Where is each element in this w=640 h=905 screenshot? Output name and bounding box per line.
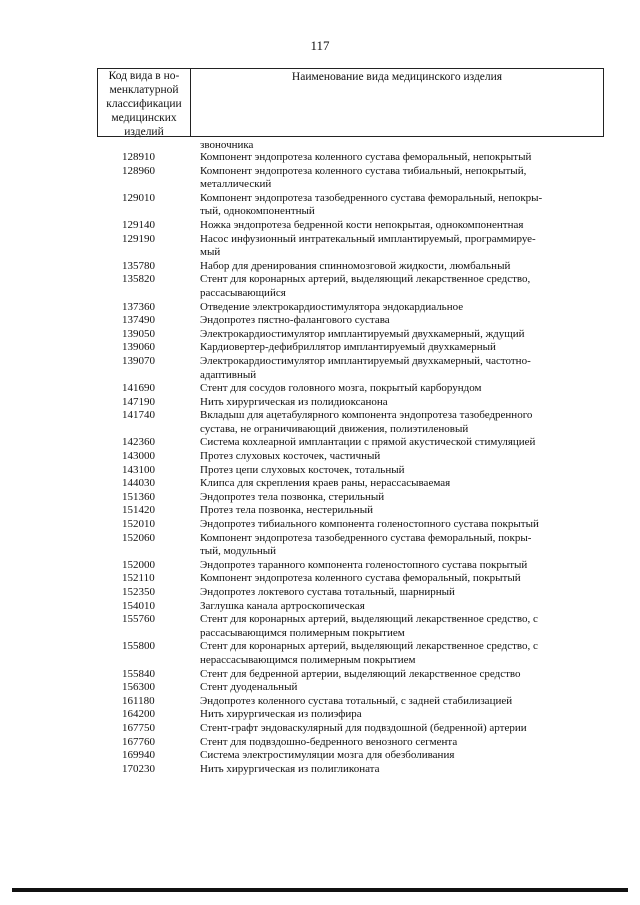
- row-description: Нить хирургическая из полиэфира: [200, 708, 362, 721]
- row-code: 141740: [122, 409, 155, 422]
- row-code: 164200: [122, 708, 155, 721]
- row-description: Стент для коронарных артерий, выделяющий лекарственное средство, с нерассасывающимся полимерным покрытием: [200, 640, 538, 666]
- row-code: 129190: [122, 232, 155, 245]
- table-row: [0, 668, 640, 682]
- table-row: [0, 409, 640, 436]
- table-row: [0, 382, 640, 396]
- table-row: [0, 260, 640, 274]
- row-code: 151420: [122, 504, 155, 517]
- row-description: Компонент эндопротеза коленного сустава феморальный, покрытый: [200, 572, 521, 585]
- row-code: 129010: [122, 191, 155, 204]
- table-row: [0, 518, 640, 532]
- row-code: 147190: [122, 395, 155, 408]
- table-row: [0, 273, 640, 300]
- table-row: [0, 314, 640, 328]
- row-code: 169940: [122, 749, 155, 762]
- page-number: 117: [310, 38, 330, 53]
- row-description: Клипса для скрепления краев раны, нерассасываемая: [200, 477, 451, 490]
- row-description: Ножка эндопротеза бедренной кости непокрытая, однокомпонентная: [200, 218, 524, 231]
- row-code: 139060: [122, 341, 155, 354]
- row-description: Набор для дренирования спинномозговой жидкости, люмбальный: [200, 259, 511, 272]
- row-code: 139070: [122, 354, 155, 367]
- row-description: Стент для бедренной артерии, выделяющий лекарственное средство: [200, 667, 521, 680]
- row-description: Эндопротез локтевого сустава тотальный, шарнирный: [200, 586, 455, 598]
- row-description: Кардиовертер-дефибриллятор имплантируемый двухкамерный: [200, 341, 496, 354]
- row-code: 155800: [122, 640, 155, 653]
- rows-container: [0, 151, 640, 776]
- table-row: [0, 355, 640, 382]
- table-row: [0, 396, 640, 410]
- row-description: Эндопротез тела позвонка, стерильный: [200, 490, 385, 503]
- continuation-text: звоночника: [200, 139, 254, 151]
- table-row: [0, 763, 640, 777]
- row-code: 167750: [122, 721, 155, 734]
- table-row: [0, 233, 640, 260]
- row-code: 170230: [122, 762, 155, 775]
- row-description: Протез слуховых косточек, частичный: [200, 450, 381, 463]
- row-code: 152060: [122, 531, 155, 544]
- row-code: 144030: [122, 477, 155, 490]
- row-code: 152000: [122, 558, 155, 571]
- row-description: Эндопротез таранного компонента голеностопного сустава покрытый: [200, 558, 528, 571]
- row-description: Нить хирургическая из полигликоната: [200, 762, 380, 775]
- row-description: Эндопротез пястно-фалангового сустава: [200, 314, 390, 327]
- table-row: [0, 695, 640, 709]
- bottom-rule: [12, 888, 628, 892]
- row-code: 143000: [122, 450, 155, 463]
- header-code-column: Код вида в но- менклатурной классификации медицинских изделий: [98, 69, 191, 136]
- row-description: Насос инфузионный интратекальный имплантируемый, программируе- мый: [200, 232, 536, 259]
- table-row: [0, 532, 640, 559]
- table-row: [0, 736, 640, 750]
- row-description: Компонент эндопротеза тазобедренного сустава феморальный, покры- тый, модульный: [200, 531, 532, 558]
- row-code: 154010: [122, 599, 155, 612]
- table-row: [0, 450, 640, 464]
- table-row: [0, 436, 640, 450]
- row-description: Стент дуоденальный: [200, 681, 298, 694]
- table-row: [0, 192, 640, 219]
- table-row: [0, 749, 640, 763]
- row-description: Компонент эндопротеза тазобедренного сустава феморальный, непокры- тый, однокомпонентный: [200, 191, 543, 218]
- table-row: [0, 477, 640, 491]
- table-row: [0, 504, 640, 518]
- table-row: [0, 586, 640, 600]
- table-header: [97, 68, 604, 137]
- row-description: Электрокардиостимулятор имплантируемый двухкамерный, ждущий: [200, 327, 525, 340]
- row-description: Эндопротез тибиального компонента голеностопного сустава покрытый: [200, 518, 539, 531]
- table-row: [0, 572, 640, 586]
- row-code: 156300: [122, 681, 155, 694]
- row-code: 155760: [122, 613, 155, 626]
- row-description: Стент для коронарных артерий, выделяющий лекарственное средство, рассасывающийся: [200, 273, 531, 299]
- header-name-column: Наименование вида медицинского изделия: [291, 71, 503, 83]
- row-description: Стент для подвздошно-бедренного венозного сегмента: [200, 735, 458, 748]
- row-description: Эндопротез коленного сустава тотальный, с задней стабилизацией: [200, 694, 513, 707]
- row-description: Протез тела позвонка, нестерильный: [200, 504, 373, 517]
- row-code: 135780: [122, 259, 155, 272]
- table-row: [0, 722, 640, 736]
- table-row: [0, 165, 640, 192]
- row-description: Отведение электрокардиостимулятора эндокардиальное: [200, 300, 464, 313]
- row-code: 143100: [122, 463, 155, 476]
- row-code: 128910: [122, 151, 155, 163]
- row-code: 135820: [122, 273, 155, 286]
- row-code: 152110: [122, 572, 155, 585]
- row-description: Электрокардиостимулятор имплантируемый двухкамерный, частотно- адаптивный: [200, 354, 531, 381]
- table-row: [0, 341, 640, 355]
- table-row: [0, 613, 640, 640]
- row-description: Нить хирургическая из полидиоксанона: [200, 395, 388, 408]
- row-description: Протез цепи слуховых косточек, тотальный: [200, 463, 405, 476]
- row-code: 142360: [122, 436, 155, 449]
- row-description: Стент-графт эндоваскулярный для подвздошной (бедренной) артерии: [200, 721, 527, 734]
- table-row: [0, 640, 640, 667]
- row-description: Стент для коронарных артерий, выделяющий лекарственное средство, с рассасывающимся полимерным покрытием: [200, 613, 538, 639]
- row-code: 129140: [122, 218, 155, 231]
- row-code: 152350: [122, 586, 155, 598]
- table-row: [0, 328, 640, 342]
- row-description: Компонент эндопротеза коленного сустава тибиальный, непокрытый, металлический: [200, 164, 527, 191]
- row-code: 137490: [122, 314, 155, 327]
- table-row: [0, 301, 640, 315]
- row-description: Компонент эндопротеза коленного сустава феморальный, непокрытый: [200, 151, 532, 163]
- table-row: [0, 219, 640, 233]
- table-row: [0, 491, 640, 505]
- row-code: 167760: [122, 735, 155, 748]
- row-code: 141690: [122, 382, 155, 395]
- row-description: Стент для сосудов головного мозга, покрытый карборундом: [200, 382, 482, 395]
- table-row: [0, 708, 640, 722]
- row-code: 128960: [122, 164, 155, 177]
- row-description: Заглушка канала артроскопическая: [200, 599, 365, 612]
- row-description: Вкладыш для ацетабулярного компонента эндопротеза тазобедренного сустава, не ограничивающий движения, полиэтиленовый: [200, 409, 533, 435]
- table-row: [0, 681, 640, 695]
- row-description: Система электростимуляции мозга для обезболивания: [200, 749, 455, 762]
- row-code: 139050: [122, 327, 155, 340]
- table-row: [0, 151, 640, 165]
- row-code: 152010: [122, 518, 155, 531]
- table-row: [0, 600, 640, 614]
- row-description: Система кохлеарной имплантации с прямой акустической стимуляцией: [200, 436, 536, 449]
- row-code: 161180: [122, 694, 155, 707]
- row-code: 137360: [122, 300, 155, 313]
- row-code: 155840: [122, 667, 155, 680]
- table-row: [0, 464, 640, 478]
- table-body: [0, 140, 640, 776]
- table-row: [0, 559, 640, 573]
- row-code: 151360: [122, 490, 155, 503]
